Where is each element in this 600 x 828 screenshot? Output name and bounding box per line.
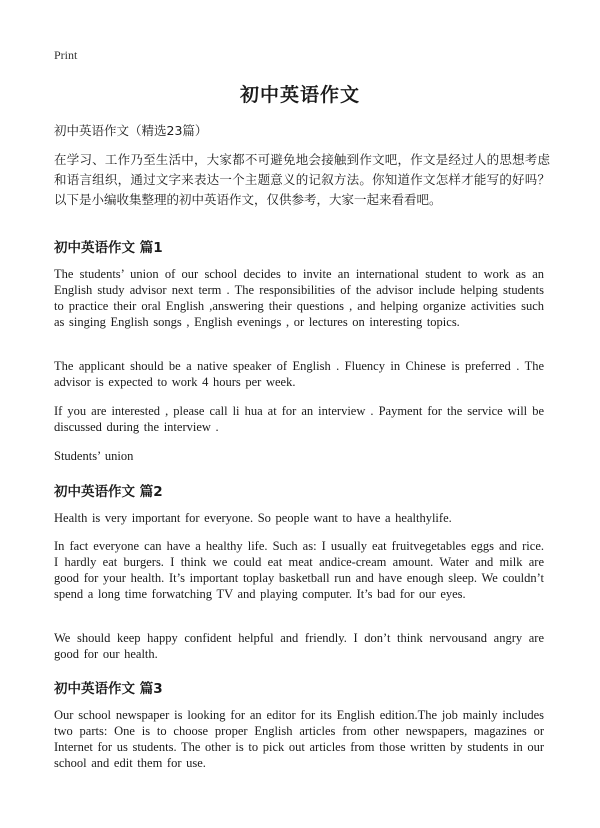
section-1-signature: Students’ union <box>54 449 134 463</box>
print-label[interactable]: Print <box>54 48 78 62</box>
section-3-paragraph-1: Our school newspaper is looking for an editor for its English edition.The job mainly includes two parts: One is to choose proper English articles from other newspapers, magazines or Internet for us students. The other is to pick out articles from those written by students in our school and edit them for use. <box>54 708 544 770</box>
section-heading-1: 初中英语作文 篇1 <box>54 240 163 256</box>
section-heading-3: 初中英语作文 篇3 <box>54 681 163 697</box>
page-title: 初中英语作文 <box>239 84 360 106</box>
document-subtitle: 初中英语作文（精选23篇） <box>54 123 208 138</box>
intro-paragraph: 在学习、工作乃至生活中，大家都不可避免地会接触到作文吧，作文是经过人的思想考虑和语言组织，通过文字来表达一个主题意义的记叙方法。你知道作文怎样才能写的好吗？以下是小编收集整理的初中英语作文，仅供参考，大家一起来看看吧。 <box>54 152 550 207</box>
section-2-paragraph-3: We should keep happy confident helpful and friendly. I don’t think nervousand angry are good for our health. <box>54 631 544 661</box>
section-1-paragraph-2: The applicant should be a native speaker of English . Fluency in Chinese is preferred . The advisor is expected to work 4 hours per week. <box>54 359 544 389</box>
section-1-paragraph-3: If you are interested , please call li hua at for an interview . Payment for the service will be discussed during the interview . <box>54 404 544 434</box>
section-2-paragraph-1: Health is very important for everyone. So people want to have a healthylife. <box>54 511 452 525</box>
section-1-paragraph-1: The students’ union of our school decides to invite an international student to work as an English study advisor next term . The responsibilities of the advisor include helping students to practice their oral English ,answering their questions , and helping organize activities such as singing English songs , English evenings , or lectures on interesting topics. <box>54 267 544 329</box>
section-2-paragraph-2: In fact everyone can have a healthy life. Such as: I usually eat fruitvegetables eggs and rice. I hardly eat burgers. I think we could eat meat andice-cream amount. Water and milk are good for your health. It’s important toplay basketball run and have enough sleep. We couldn’t spend a long time forwatching TV and playing computer. It’s bad for our eyes. <box>54 539 544 601</box>
section-heading-2: 初中英语作文 篇2 <box>54 484 163 500</box>
